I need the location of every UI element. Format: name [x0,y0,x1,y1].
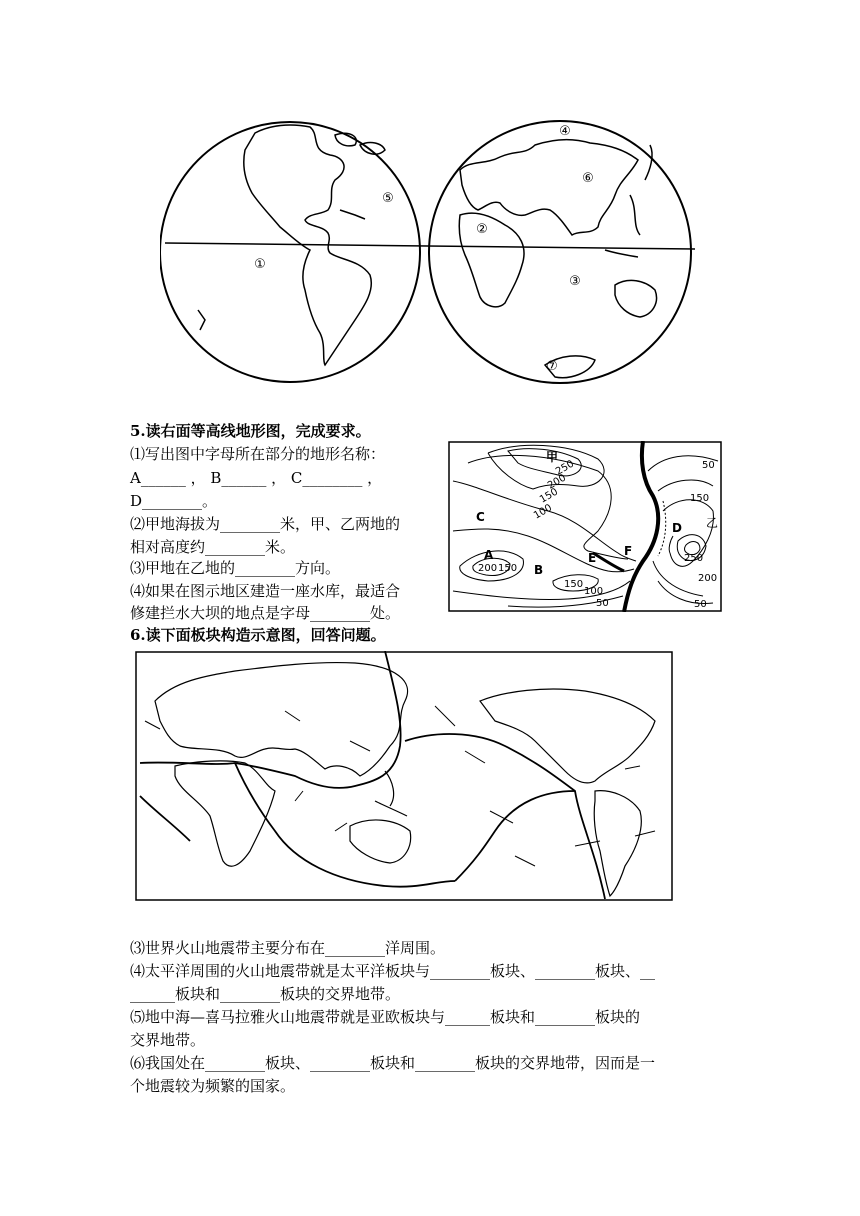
q6-line-5a: ⑸地中海—喜马拉雅火山地震带就是亚欧板块与______板块和________板块的 [130,1008,641,1026]
q5-line-3: D________。 [130,492,218,510]
ocean-label-5: ⑤ [382,191,394,206]
ocean-label-3: ③ [569,274,581,289]
q5-line-4: ⑵甲地海拔为________米，甲、乙两地的 [130,515,401,533]
contour-label: 50 [694,599,707,610]
q6-line-5b: 交界地带。 [130,1031,206,1049]
q6-line-4a: ⑷太平洋周围的火山地震带就是太平洋板块与________板块、________板块、__ [130,962,656,980]
q6-title: 6.读下面板块构造示意图，回答问题。 [130,626,386,644]
contour-map [448,441,722,612]
contour-label: 200 [478,563,498,574]
contour-label: 150 [690,493,710,504]
label-C: C [476,510,485,524]
q5-title: 5.读右面等高线地形图，完成要求。 [130,422,371,440]
q5-line-8: 修建拦水大坝的地点是字母________处。 [130,604,401,622]
contour-label: 100 [584,586,604,597]
contour-label: 100 [532,502,555,522]
point-jia: 甲 [546,450,559,464]
contour-label: 200 [698,573,718,584]
contour-label: 150 [538,486,561,506]
label-F: F [624,544,633,558]
contour-label: 250 [554,458,577,478]
contour-label: 150 [498,563,518,574]
q6-line-4b: ______板块和________板块的交界地带。 [130,985,401,1003]
contour-label: 150 [564,579,584,590]
label-A: A [484,548,494,562]
q5-line-5: 相对高度约________米。 [130,538,296,556]
label-E: E [588,551,597,565]
q5-line-2: A______ ， B______ ， C________ ， [130,469,383,487]
q6-line-6a: ⑹我国处在________板块、________板块和________板块的交界地带，因而是一 [130,1054,656,1072]
hemisphere-map [160,115,700,390]
contour-label: 200 [546,472,569,492]
ocean-label-1: ① [254,257,266,272]
ocean-label-6: ⑥ [582,171,594,186]
label-D: D [672,521,682,535]
q5-line-6: ⑶甲地在乙地的________方向。 [130,559,341,577]
contour-label: 50 [596,598,609,609]
plate-tectonics-map [135,651,673,927]
contour-label: 50 [702,460,715,471]
point-yi: 乙 [706,516,719,530]
ocean-label-7: ⑦ [546,359,558,374]
q5-line-1: ⑴写出图中字母所在部分的地形名称： [130,445,386,463]
ocean-label-2: ② [476,222,488,237]
contour-label: 250 [684,553,704,564]
label-B: B [534,563,544,577]
ocean-label-4: ④ [559,124,571,139]
q5-line-7: ⑷如果在图示地区建造一座水库，最适合 [130,582,401,600]
q6-line-6b: 个地震较为频繁的国家。 [130,1077,296,1095]
q6-line-3: ⑶世界火山地震带主要分布在________洋周围。 [130,939,446,957]
